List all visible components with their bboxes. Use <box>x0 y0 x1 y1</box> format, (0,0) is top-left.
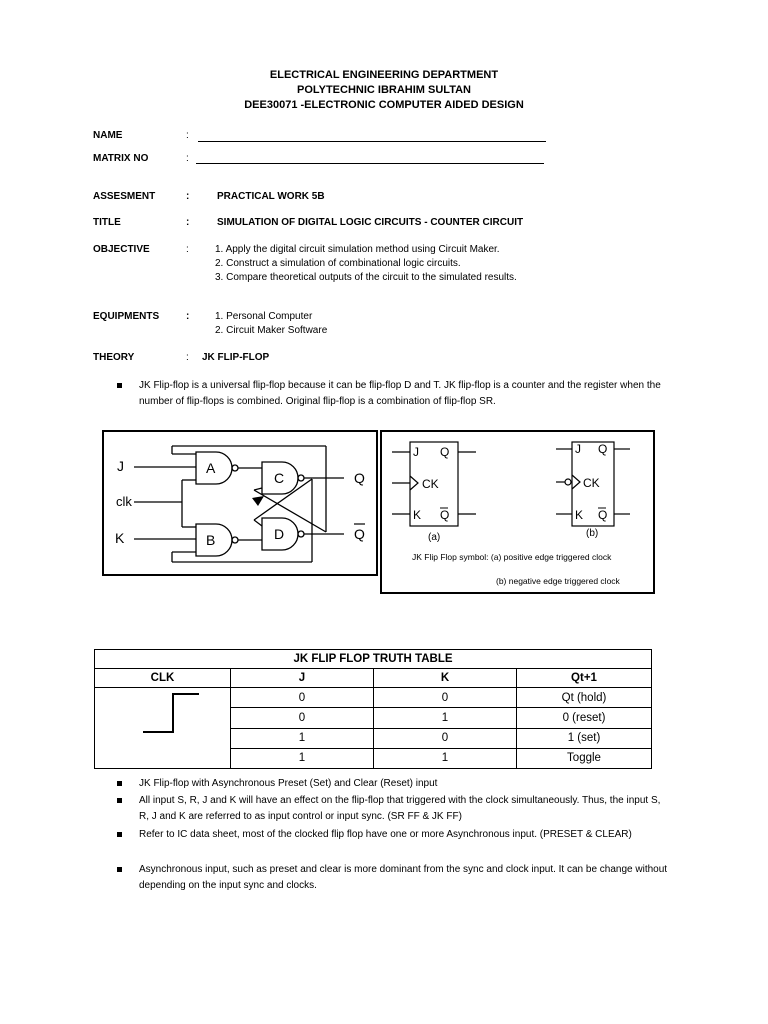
input-clk-label: clk <box>116 494 132 509</box>
title-label: TITLE <box>93 217 121 228</box>
sym-a-k-label: K <box>413 508 422 522</box>
assessment-label: ASSESMENT <box>93 191 156 202</box>
objective-item: 1. Apply the digital circuit simulation method using Circuit Maker. <box>215 244 500 255</box>
jk-gate-circuit-figure <box>102 430 378 576</box>
bullet-icon <box>117 781 122 786</box>
truth-table-title: JK FLIP FLOP TRUTH TABLE <box>95 650 652 669</box>
sym-b-q-label: Q <box>598 442 608 456</box>
theory-bullet-text: JK Flip-flop is a universal flip-flop because it can be flip-flop D and T. JK flip-flop is a counter and the register when the number of flip-flops is combined. Original flip-flop is a combination of flip-flop SR. <box>139 380 661 407</box>
jk-symbol-figure <box>380 430 655 594</box>
assessment-value: PRACTICAL WORK 5B <box>217 191 325 202</box>
objective-item: 2. Construct a simulation of combinational logic circuits. <box>215 258 461 269</box>
sym-b-qbar-label: Q <box>598 508 608 522</box>
equipment-item: 1. Personal Computer <box>215 311 313 322</box>
list-item <box>139 862 669 894</box>
equipments-label: EQUIPMENTS <box>93 311 160 322</box>
title-value: SIMULATION OF DIGITAL LOGIC CIRCUITS - COUNTER CIRCUIT <box>217 217 524 228</box>
table-row <box>95 688 652 708</box>
matrix-label: MATRIX NO <box>93 153 149 164</box>
list-item-text: JK Flip-flop with Asynchronous Preset (Set) and Clear (Reset) input <box>139 778 438 789</box>
cell-qt1: 1 (set) <box>517 728 652 748</box>
input-k-label: K <box>115 530 125 546</box>
cell-qt1: 0 (reset) <box>517 708 652 728</box>
assessment-colon: : <box>186 191 190 202</box>
bullet-icon <box>117 832 122 837</box>
symbol-caption-b: (b) negative edge triggered clock <box>496 576 620 586</box>
output-q-label: Q <box>354 470 365 486</box>
name-label: NAME <box>93 130 123 141</box>
header-course: DEE30071 -ELECTRONIC COMPUTER AIDED DESIGN <box>244 99 524 111</box>
objective-item: 3. Compare theoretical outputs of the circuit to the simulated results. <box>215 272 517 283</box>
cell-qt1: Toggle <box>517 748 652 768</box>
cell-j: 0 <box>231 708 374 728</box>
gate-d-label: D <box>274 526 285 542</box>
header-department: ELECTRICAL ENGINEERING DEPARTMENT <box>269 69 499 81</box>
name-colon: : <box>186 130 189 141</box>
cell-qt1: Qt (hold) <box>517 688 652 708</box>
jk-truth-table <box>94 649 652 769</box>
sym-a-j-label: J <box>413 445 419 459</box>
output-qbar-label: Q <box>354 526 365 542</box>
sym-a-ck-label: CK <box>422 477 439 491</box>
symbol-caption-a: JK Flip Flop symbol: (a) positive edge triggered clock <box>412 552 612 562</box>
bullet-icon <box>117 867 122 872</box>
gate-a-label: A <box>206 460 216 476</box>
header-qt1: Qt+1 <box>517 669 652 688</box>
header-institution: POLYTECHNIC IBRAHIM SULTAN <box>297 84 471 96</box>
jk-symbol-diagram <box>382 432 653 592</box>
sym-b-ck-label: CK <box>583 476 600 490</box>
gate-c-label: C <box>274 470 285 486</box>
list-item <box>139 776 669 792</box>
cell-k: 0 <box>374 688 517 708</box>
equipment-item: 2. Circuit Maker Software <box>215 325 328 336</box>
theory-colon: : <box>186 352 189 363</box>
list-item-text: Refer to IC data sheet, most of the clocked flip flop have one or more Asynchronous input. (PRESET & CLEAR) <box>139 829 632 840</box>
equipments-colon: : <box>186 311 190 322</box>
sym-b-tag: (b) <box>586 528 599 539</box>
title-colon: : <box>186 217 190 228</box>
gate-b-label: B <box>206 532 216 548</box>
objective-label: OBJECTIVE <box>93 244 150 255</box>
jk-gate-circuit-diagram <box>104 432 376 574</box>
theory-bullet <box>139 378 669 410</box>
list-item <box>139 793 669 825</box>
clk-edge-cell <box>95 688 231 769</box>
theory-value: JK FLIP-FLOP <box>202 352 270 363</box>
objective-colon: : <box>186 244 189 255</box>
list-item-text: All input S, R, J and K will have an effect on the flip-flop that triggered with the clock simultaneously. Thus, the input S, R, J and K are referred to as input control or input sync. (SR FF & JK FF) <box>139 795 661 822</box>
rising-edge-icon <box>95 688 230 768</box>
cell-k: 0 <box>374 728 517 748</box>
header-j: J <box>231 669 374 688</box>
sym-b-j-label: J <box>575 442 581 456</box>
name-field[interactable] <box>198 141 546 142</box>
sym-a-qbar-label: Q <box>440 508 450 522</box>
sym-a-q-label: Q <box>440 445 450 459</box>
matrix-colon: : <box>186 153 189 164</box>
theory-label: THEORY <box>93 352 135 363</box>
list-item <box>139 827 669 843</box>
sym-b-k-label: K <box>575 508 584 522</box>
matrix-field[interactable] <box>196 163 544 164</box>
input-j-label: J <box>117 458 124 474</box>
cell-j: 1 <box>231 748 374 768</box>
list-item-text: Asynchronous input, such as preset and clear is more dominant from the sync and clock input. It can be change without depending on the input sync and clocks. <box>139 864 668 891</box>
cell-j: 1 <box>231 728 374 748</box>
header-clk: CLK <box>95 669 231 688</box>
header-k: K <box>374 669 517 688</box>
bullet-icon <box>117 798 122 803</box>
cell-j: 0 <box>231 688 374 708</box>
sym-a-tag: (a) <box>428 532 441 543</box>
cell-k: 1 <box>374 748 517 768</box>
cell-k: 1 <box>374 708 517 728</box>
bullet-icon <box>117 383 122 388</box>
